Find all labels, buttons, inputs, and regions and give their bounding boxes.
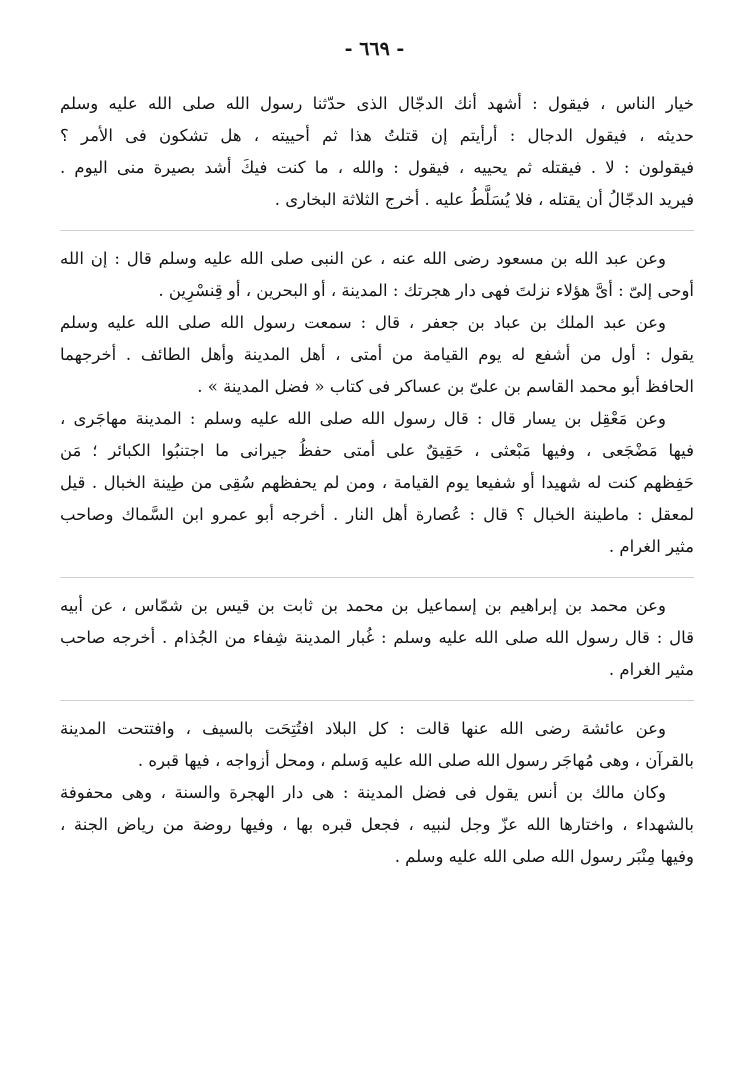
text-line: وعن محمد بن إبراهيم بن إسماعيل بن محمد بن ثابت بن قيس بن شمّاس ، عن أبيه [60,596,666,615]
text-line: يقول : أول من أشفع له يوم القيامة من أمتى ، أهل المدينة وأهل الطائف . أخرجهما [60,345,694,364]
text-line: حديثه ، فيقول الدجال : أرأيتم إن قتلتُ هذا ثم أحييته ، هل تشكون فى الأمر ؟ [60,126,694,145]
text-line: أوحى إلىّ : أىَّ هؤلاء نزلتَ فهى دار هجرتك : المدينة ، أو البحرين ، أو قِنسْرِين . [158,281,694,300]
text-line: الحافظ أبو محمد القاسم بن علىّ بن عساكر فى كتاب « فضل المدينة » . [197,377,694,396]
text-line: لمعقل : ماطينة الخبال ؟ قال : عُصارة أهل النار . أخرجه أبو عمرو ابن السَّماك وصاحب [60,505,694,524]
paragraph-muhammad-ibn-ibrahim [60,590,694,686]
paragraph-aisha [60,713,694,777]
text-line: فيها مَضْجَعى ، وفيها مَبْعثى ، حَقِيقٌ على أمتى حفظُ جيرانى ما اجتنبُوا الكبائر ؛ مَن [60,441,694,460]
text-line: وفيها مِنْبَر رسول الله صلى الله عليه وسلم . [394,847,694,866]
text-line: قال : قال رسول الله صلى الله عليه وسلم : غُبار المدينة شِفاء من الجُذام . أخرجه صاحب [60,628,694,647]
text-line: بالقرآن ، وهى مُهاجَر رسول الله صلى الله عليه وَسلم ، ومحل أزواجه ، فيها قبره . [137,751,694,770]
paragraph-malik [60,777,694,873]
paragraph-abd-al-malik [60,307,694,403]
body-text [60,88,694,873]
divider [60,577,694,578]
text-line: خيار الناس ، فيقول : أشهد أنك الدجّال الذى حدّثنا رسول الله صلى الله عليه وسلم [60,94,694,113]
text-line: وعن عبد الملك بن عباد بن جعفر ، قال : سمعت رسول الله صلى الله عليه وسلم [60,313,666,332]
text-line: مثير الغرام . [608,537,694,556]
divider [60,230,694,231]
text-line: فيقولون : لا . فيقتله ثم يحييه ، فيقول : والله ، ما كنت فيكَ أشد بصيرة منى اليوم . [60,158,694,177]
text-line: وكان مالك بن أنس يقول فى فضل المدينة : هى دار الهجرة والسنة ، وهى محفوفة [60,783,666,802]
text-line: مثير الغرام . [608,660,694,679]
paragraph-ibn-masud [60,243,694,307]
text-line: فيريد الدجّالُ أن يقتله ، فلا يُسَلَّطُ عليه . أخرج الثلاثة البخارى . [274,190,694,209]
text-line: وعن عبد الله بن مسعود رضى الله عنه ، عن النبى صلى الله عليه وسلم قال : إن الله [60,249,666,268]
text-line: وعن عائشة رضى الله عنها قالت : كل البلاد افتُتِحَت بالسيف ، وافتتحت المدينة [60,719,666,738]
paragraph-dajjal [60,88,694,216]
page-number: - ٦٦٩ - [344,38,405,60]
paragraph-maqil [60,403,694,563]
divider [60,700,694,701]
text-line: حَفِظهم كنت له شهيدا أو شفيعا يوم القيامة ، ومن لم يحفظهم سُقِى من طِينة الخبال . قيل [60,473,694,492]
text-line: بالشهداء ، واختارها الله عزّ وجل لنبيه ، فجعل قبره بها ، وفيها روضة من رياض الجنة ، [60,815,694,834]
text-line: وعن مَعْقِل بن يسار قال : قال رسول الله صلى الله عليه وسلم : المدينة مهاجَرى ، [60,409,666,428]
